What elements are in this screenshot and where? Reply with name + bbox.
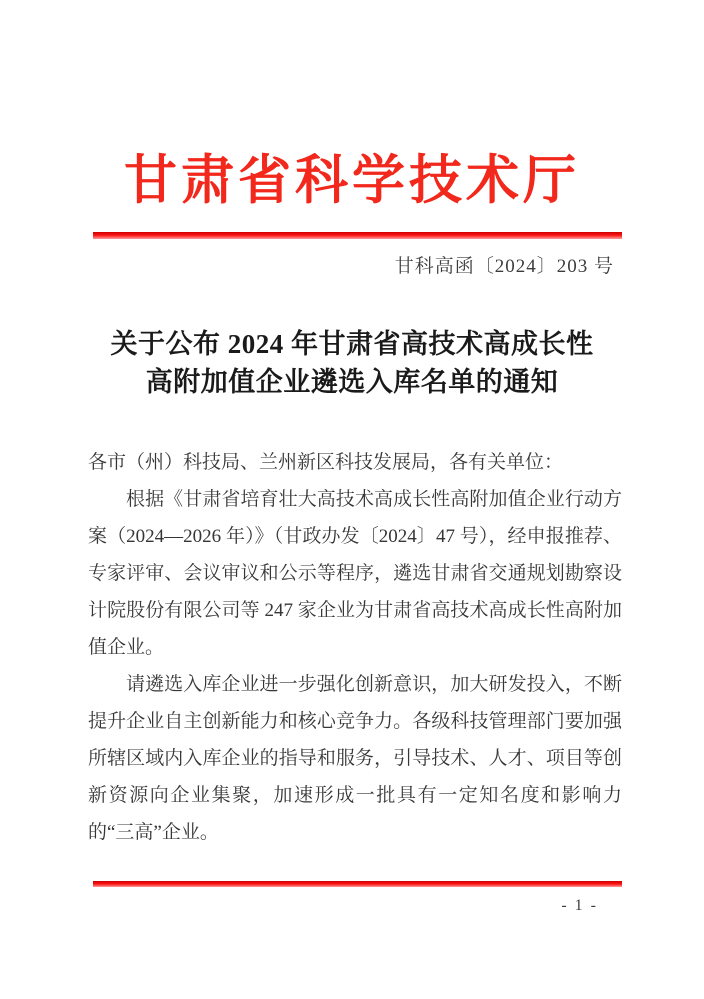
notice-title bbox=[0, 325, 704, 401]
document-number: 甘科高函〔2024〕203 号 bbox=[394, 256, 614, 277]
letterhead-divider-line bbox=[93, 232, 622, 239]
salutation-line: 各市（州）科技局、兰州新区科技发展局，各有关单位： bbox=[88, 452, 564, 473]
page-number: - 1 - bbox=[561, 897, 598, 914]
letterhead-title: 甘肃省科学技术厅 bbox=[124, 152, 580, 210]
notice-body bbox=[88, 444, 622, 851]
notice-title-line1: 关于公布 2024 年甘肃省高技术高成长性 bbox=[110, 329, 594, 359]
body-paragraph-2: 请遴选入库企业进一步强化创新意识，加大研发投入，不断提升企业自主创新能力和核心竞争力。各级科技管理部门要加强所辖区域内入库企业的指导和服务，引导技术、人才、项目等创新资源向企业集聚，加速形成一批具有一定知名度和影响力的“三高”企业。 bbox=[88, 674, 622, 843]
footer-divider-line bbox=[93, 881, 622, 887]
notice-title-line2: 高附加值企业遴选入库名单的通知 bbox=[145, 367, 559, 397]
body-paragraph-1: 根据《甘肃省培育壮大高技术高成长性高附加值企业行动方案（2024—2026 年）》（甘政办发〔2024〕47 号），经申报推荐、专家评审、会议审议和公示等程序，遴选甘肃省交通规划勘察设计院股份有限公司等 247 家企业为甘肃省高技术高成长性高附加值企业。 bbox=[88, 489, 622, 658]
